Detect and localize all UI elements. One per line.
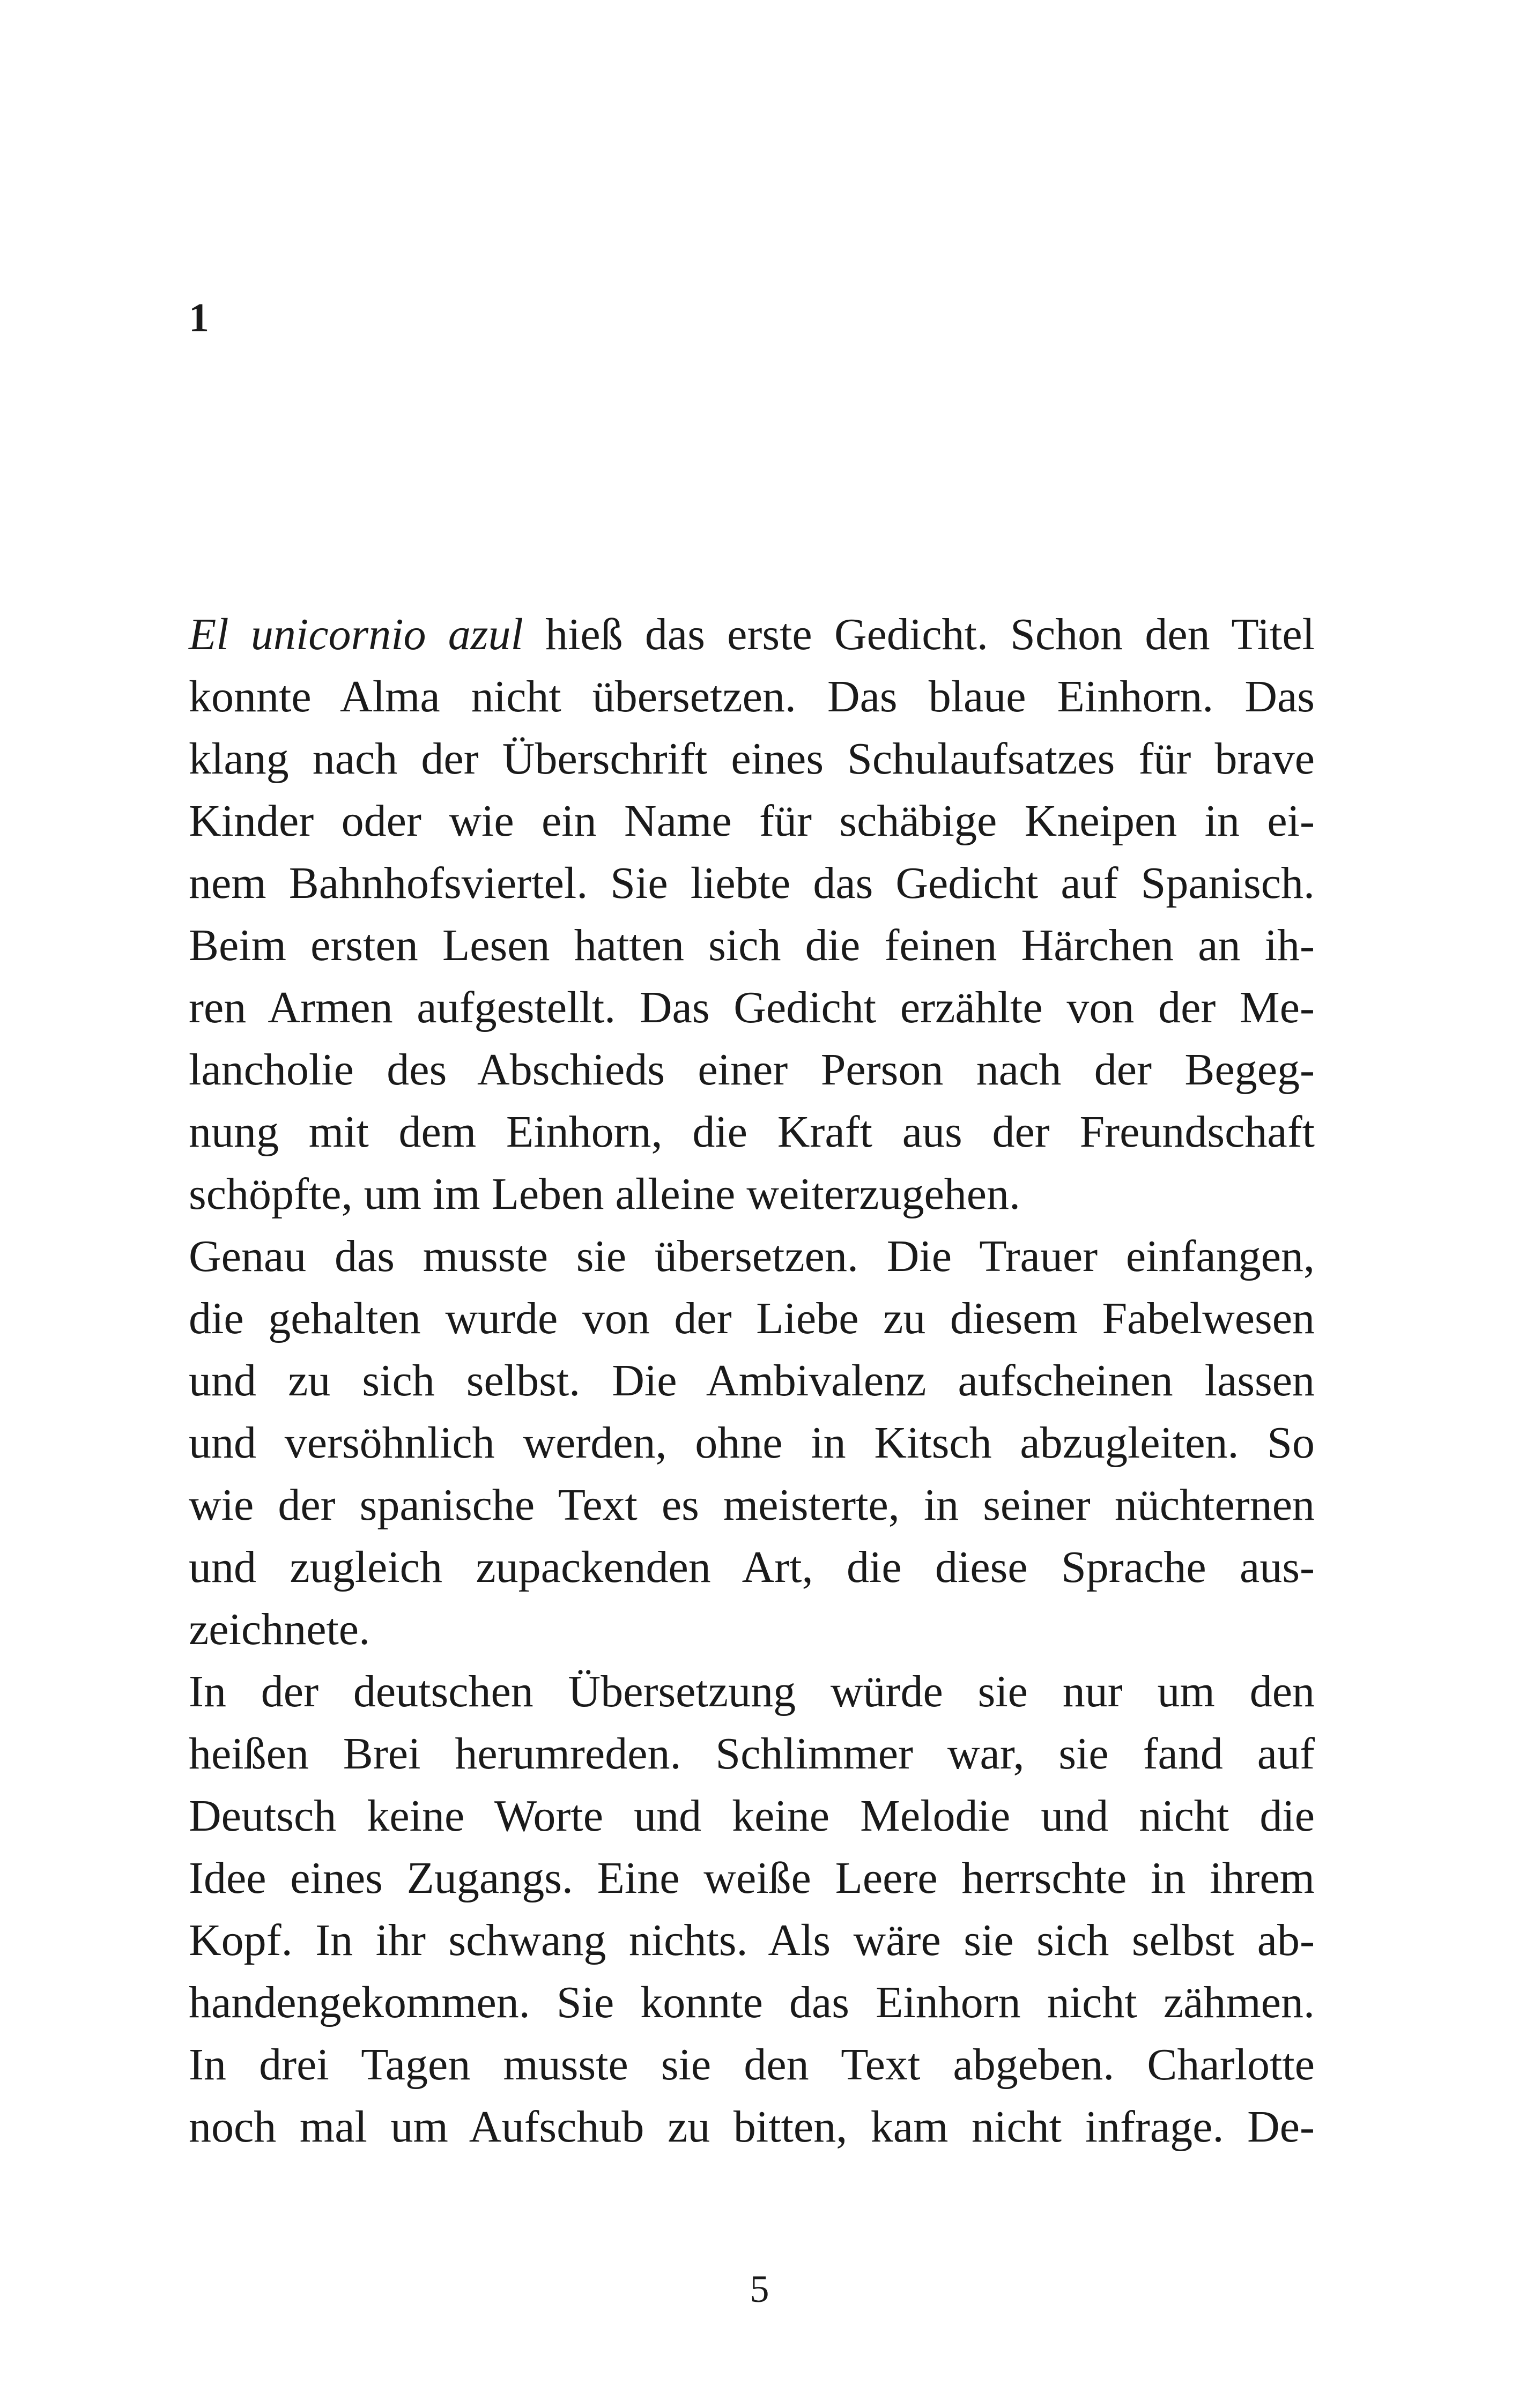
text-line: Beim ersten Lesen hatten sich die feinen Härchen an ih- — [189, 920, 1315, 970]
text-line: zeichnete. — [189, 1604, 371, 1654]
page-number: 5 — [750, 2268, 769, 2310]
text-line: klang nach der Überschrift eines Schulaufsatzes für brave — [189, 734, 1315, 784]
text-line: Kopf. In ihr schwang nichts. Als wäre sie sich selbst ab- — [189, 1915, 1315, 1965]
text-line: ren Armen aufgestellt. Das Gedicht erzählte von der Me- — [189, 983, 1315, 1032]
text-line: und zu sich selbst. Die Ambivalenz aufscheinen lassen — [189, 1356, 1315, 1406]
text-line: El unicornio azul hieß das erste Gedicht. Schon den Titel — [189, 610, 1315, 659]
text-line: In drei Tagen musste sie den Text abgeben. Charlotte — [189, 2040, 1315, 2090]
text-line: schöpfte, um im Leben alleine weiterzugehen. — [189, 1169, 1021, 1219]
text-line: lancholie des Abschieds einer Person nach der Begeg- — [189, 1045, 1315, 1095]
text-line: und zugleich zupackenden Art, die diese Sprache aus- — [189, 1542, 1315, 1592]
text-line: Genau das musste sie übersetzen. Die Trauer einfangen, — [189, 1231, 1315, 1281]
text-line: nem Bahnhofsviertel. Sie liebte das Gedicht auf Spanisch. — [189, 858, 1315, 908]
text-line: und versöhnlich werden, ohne in Kitsch abzugleiten. So — [189, 1418, 1315, 1468]
text-line: konnte Alma nicht übersetzen. Das blaue Einhorn. Das — [189, 672, 1315, 722]
text-line: In der deutschen Übersetzung würde sie nur um den — [189, 1667, 1315, 1716]
text-line: heißen Brei herumreden. Schlimmer war, sie fand auf — [189, 1729, 1315, 1779]
text-line: noch mal um Aufschub zu bitten, kam nicht infrage. De- — [189, 2102, 1315, 2152]
text-line: Deutsch keine Worte und keine Melodie und nicht die — [189, 1791, 1315, 1841]
text-line: Kinder oder wie ein Name für schäbige Kneipen in ei- — [189, 796, 1315, 846]
body-text — [189, 604, 1315, 2158]
text-line: handengekommen. Sie konnte das Einhorn nicht zähmen. — [189, 1978, 1315, 2027]
chapter-number: 1 — [189, 295, 209, 340]
text-line: wie der spanische Text es meisterte, in seiner nüchternen — [189, 1480, 1315, 1530]
text-line: Idee eines Zugangs. Eine weiße Leere herrschte in ihrem — [189, 1853, 1315, 1903]
poem-title: El unicornio azul — [189, 610, 523, 659]
text-line: die gehalten wurde von der Liebe zu diesem Fabelwesen — [189, 1294, 1315, 1343]
text-line: nung mit dem Einhorn, die Kraft aus der Freundschaft — [189, 1107, 1315, 1157]
